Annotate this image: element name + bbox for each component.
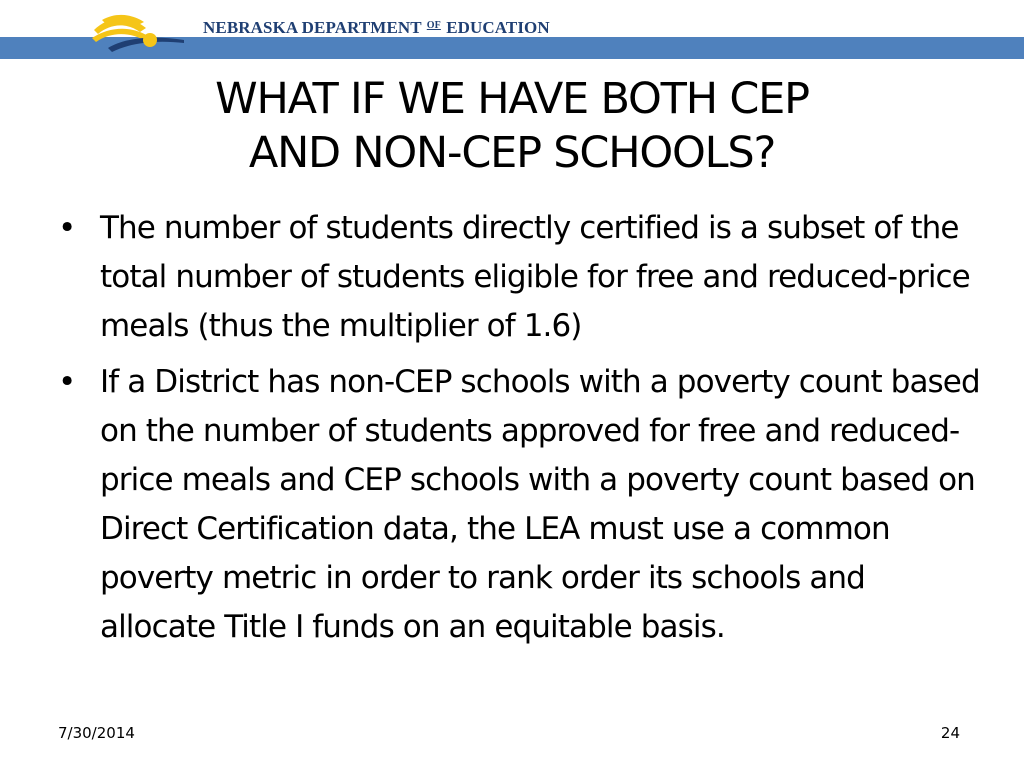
bullet-text: If a District has non-CEP schools with a poverty count based on the number of students approved for free and reduced-price meals and CEP schools with a poverty count based on Direct Certification data, the LEA must use a common poverty metric in order to rank order its schools and allocate Title I funds on an equitable basis.: [100, 364, 980, 645]
org-name-part1: NEBRASKA DEPARTMENT: [203, 18, 422, 37]
bullet-item: [56, 358, 986, 652]
slide-title-line2: AND NON-CEP SCHOOLS?: [248, 128, 776, 178]
bullet-list: [56, 204, 986, 659]
bullet-icon: •: [58, 210, 76, 246]
bullet-item: [56, 204, 986, 351]
page-number: 24: [940, 724, 960, 742]
slide-title: [0, 72, 1024, 180]
organization-name: [203, 19, 550, 36]
slide-title-line1: WHAT IF WE HAVE BOTH CEP: [215, 74, 809, 124]
org-name-part2: EDUCATION: [446, 18, 550, 37]
footer-date: 7/30/2014: [58, 724, 135, 742]
org-name-of: OF: [426, 20, 441, 31]
bullet-text: The number of students directly certified is a subset of the total number of students eligible for free and reduced-price meals (thus the multiplier of 1.6): [100, 210, 970, 344]
bullet-icon: •: [58, 364, 76, 400]
nebraska-logo-icon: [88, 10, 198, 60]
